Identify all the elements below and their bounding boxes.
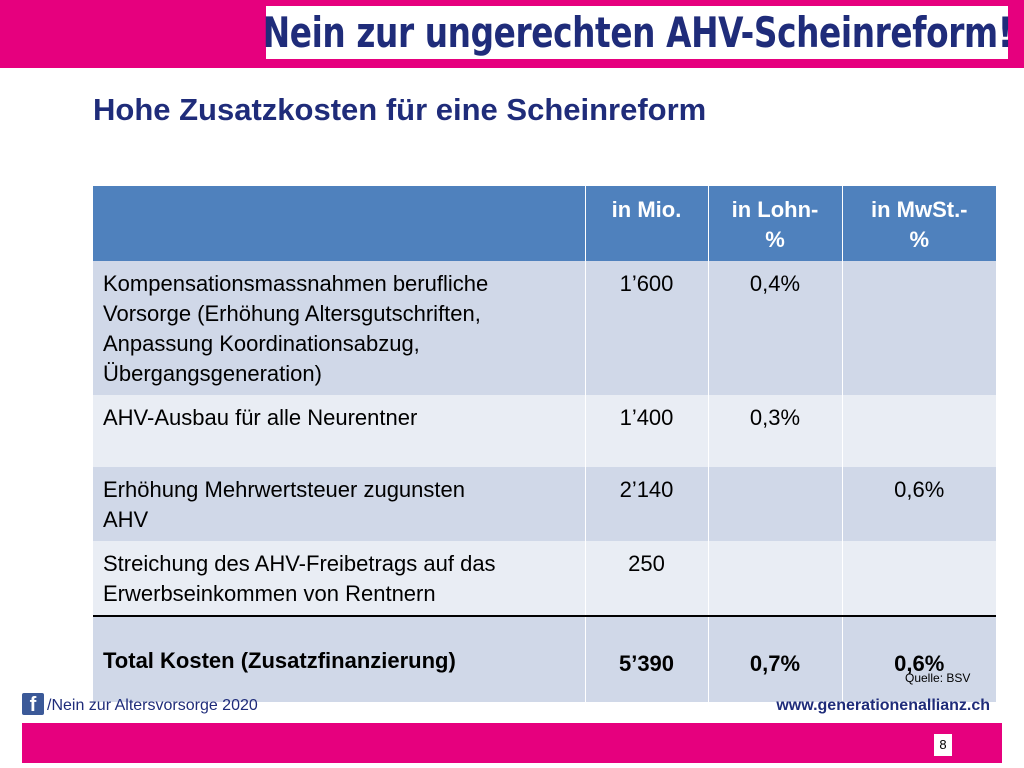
row-label — [93, 541, 585, 616]
header-cell-lohn — [708, 186, 842, 261]
row-value-mio: 250 — [585, 541, 708, 616]
header-cell-label — [93, 186, 585, 261]
row-label — [93, 467, 585, 541]
row-value-mwst — [842, 395, 996, 467]
header-lohn-line-2: % — [765, 227, 785, 252]
row-value-lohn — [708, 541, 842, 616]
row-label-line: AHV-Ausbau für alle Neurentner — [103, 405, 418, 430]
banner-title-box — [264, 4, 1010, 61]
row-value-mwst — [842, 541, 996, 616]
row-label-line: Kompensationsmassnahmen berufliche — [103, 271, 489, 296]
row-label-line: Streichung des AHV-Freibetrags auf das — [103, 551, 496, 576]
source-note: Quelle: BSV — [905, 671, 971, 685]
row-value-lohn: 0,3% — [708, 395, 842, 467]
total-value-mio: 5’390 — [585, 616, 708, 702]
header-lohn-line-1: in Lohn- — [731, 197, 819, 222]
row-label-line: Anpassung Koordinationsabzug, — [103, 331, 420, 356]
header-mwst-line-1: in MwSt.- — [870, 197, 968, 222]
page-number: 8 — [934, 734, 952, 756]
website-link[interactable]: www.generationenallianz.ch — [776, 697, 990, 714]
facebook-icon[interactable]: f — [22, 693, 44, 715]
row-label-line: Erhöhung Mehrwertsteuer zugunsten — [103, 477, 465, 502]
row-label — [93, 395, 585, 467]
row-label-line: Übergangsgeneration) — [103, 361, 322, 386]
header-cell-mio: in Mio. — [585, 186, 708, 261]
banner-title: Nein zur ungerechten AHV-Scheinreform! — [262, 8, 1012, 57]
row-label-line: Vorsorge (Erhöhung Altersgutschriften, — [103, 301, 481, 326]
table-row — [93, 261, 996, 395]
row-label-line: Erwerbseinkommen von Rentnern — [103, 581, 436, 606]
table-header-row — [93, 186, 996, 261]
table-total-row — [93, 616, 996, 702]
cost-table — [93, 186, 996, 702]
row-value-mwst — [842, 261, 996, 395]
total-value-lohn: 0,7% — [708, 616, 842, 702]
row-label — [93, 261, 585, 395]
header-cell-mwst — [842, 186, 996, 261]
top-banner-bar — [0, 0, 1024, 68]
total-label: Total Kosten (Zusatzfinanzierung) — [93, 616, 585, 702]
header-mwst-line-2: % — [909, 227, 930, 252]
bottom-bar — [22, 723, 1002, 763]
facebook-page-link[interactable]: /Nein zur Altersvorsorge 2020 — [47, 697, 258, 714]
table-row — [93, 395, 996, 467]
row-value-lohn — [708, 467, 842, 541]
row-value-mio: 2’140 — [585, 467, 708, 541]
total-value-mwst: 0,6% — [842, 616, 996, 702]
row-value-mio: 1’600 — [585, 261, 708, 395]
row-label-line: AHV — [103, 507, 149, 532]
row-value-lohn: 0,4% — [708, 261, 842, 395]
row-value-mio: 1’400 — [585, 395, 708, 467]
table-row — [93, 467, 996, 541]
row-value-mwst: 0,6% — [842, 467, 996, 541]
table-row — [93, 541, 996, 616]
slide-subtitle: Hohe Zusatzkosten für eine Scheinreform — [93, 92, 707, 127]
